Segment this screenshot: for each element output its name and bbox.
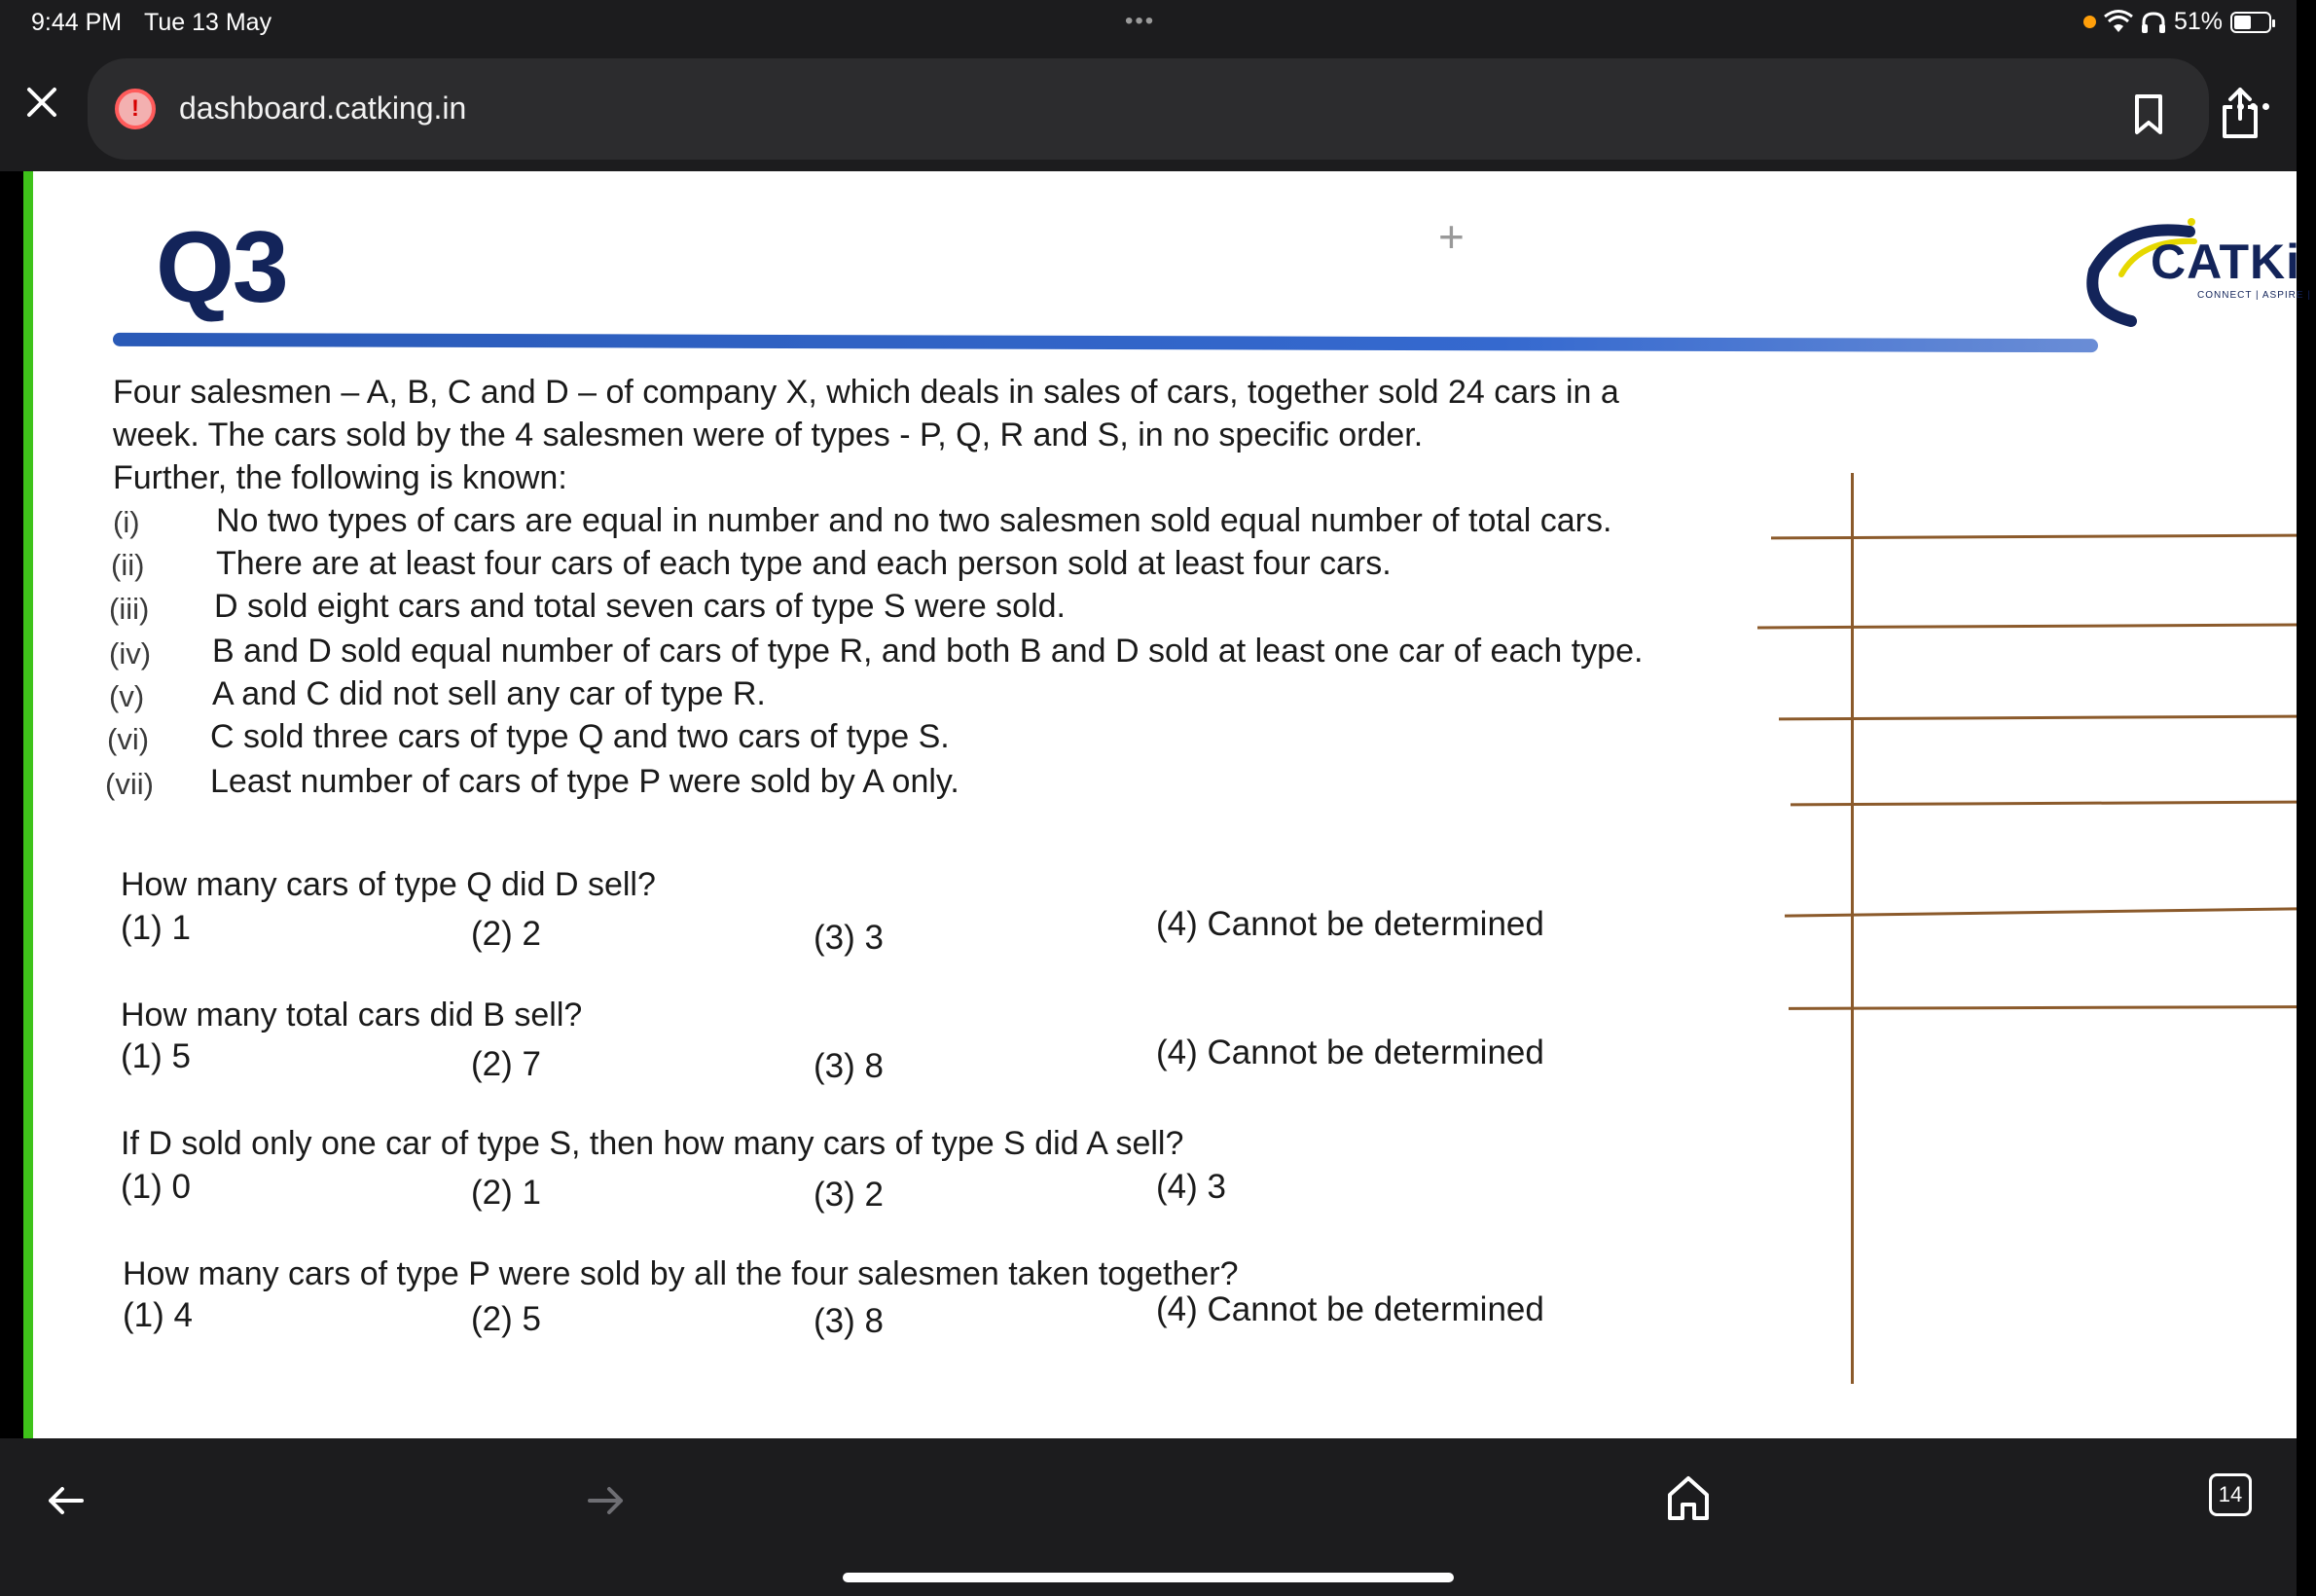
web-page-content (0, 171, 2311, 1438)
logo-text: CATKi (2151, 235, 2301, 289)
left-black-edge (0, 171, 23, 1438)
question-text: How many total cars did B sell? (121, 997, 583, 1034)
condition-text: A and C did not sell any car of type R. (212, 675, 766, 712)
close-icon (26, 87, 57, 118)
question-text: How many cars of type P were sold by all the four salesmen taken together? (123, 1255, 1239, 1292)
grid-horizontal-line (1789, 1005, 2297, 1010)
battery-percent: 51% (2173, 8, 2223, 35)
grid-horizontal-line (1771, 534, 2297, 540)
condition-text: No two types of cars are equal in number and no two salesmen sold equal number of total cars. (216, 502, 1612, 539)
browser-bottom-bar (0, 1438, 2297, 1596)
cursor-crosshair-icon: + (1438, 211, 1465, 262)
condition-number: (vii) (105, 767, 154, 801)
grid-horizontal-line (1785, 907, 2297, 917)
bookmark-icon (2133, 93, 2164, 136)
intro-line-1: Four salesmen – A, B, C and D – of company X, which deals in sales of cars, together sold 24 cars in a (113, 374, 1619, 411)
condition-number: (ii) (111, 548, 145, 582)
status-bar (0, 0, 2297, 51)
logo-tagline: CONNECT | ASPIRE | (2197, 290, 2311, 301)
condition-number: (iv) (109, 636, 152, 671)
browser-toolbar (0, 51, 2297, 171)
condition-text: D sold eight cars and total seven cars of type S were sold. (214, 588, 1067, 625)
answer-option[interactable]: (4) 3 (1156, 1168, 1226, 1206)
forward-arrow-icon (582, 1477, 629, 1524)
condition-text: C sold three cars of type Q and two cars of type S. (210, 718, 950, 755)
catking-logo (2082, 212, 2316, 339)
more-options-button[interactable] (2228, 91, 2277, 121)
multitask-dots[interactable]: ••• (1125, 8, 1156, 34)
answer-option[interactable]: (2) 2 (471, 915, 541, 953)
condition-number: (vi) (107, 722, 150, 756)
headphones-icon (2141, 11, 2166, 34)
answer-option[interactable]: (3) 8 (814, 1302, 884, 1340)
question-number: Q3 (156, 211, 287, 324)
warning-icon[interactable]: ! (115, 89, 156, 129)
grid-vertical-line (1851, 473, 1854, 1384)
answer-option[interactable]: (4) Cannot be determined (1156, 1034, 1544, 1071)
answer-option[interactable]: (1) 5 (121, 1037, 191, 1075)
question-text: If D sold only one car of type S, then how many cars of type S did A sell? (121, 1125, 1184, 1162)
home-indicator[interactable] (843, 1573, 1454, 1582)
status-indicators (2083, 8, 2271, 36)
home-button[interactable] (1666, 1473, 1711, 1522)
condition-text: B and D sold equal number of cars of type R, and both B and D sold at least one car of each type. (212, 633, 1644, 670)
grid-horizontal-line (1779, 715, 2297, 721)
status-time: 9:44 PM (31, 9, 123, 36)
more-icon (2237, 103, 2244, 110)
bookmark-button[interactable] (2133, 93, 2172, 140)
answer-option[interactable]: (2) 1 (471, 1174, 541, 1212)
condition-text: There are at least four cars of each type and each person sold at least four cars. (216, 545, 1392, 582)
back-button[interactable] (43, 1477, 90, 1524)
battery-icon (2230, 12, 2271, 33)
answer-option[interactable]: (1) 4 (123, 1296, 193, 1334)
intro-line-3: Further, the following is known: (113, 459, 567, 496)
condition-number: (v) (109, 679, 145, 713)
back-arrow-icon (43, 1477, 90, 1524)
tabs-button[interactable]: 14 (2209, 1473, 2252, 1516)
left-green-stripe (23, 171, 33, 1438)
grid-horizontal-line (1791, 801, 2297, 807)
intro-line-2: week. The cars sold by the 4 salesmen were of types - P, Q, R and S, in no specific order. (113, 417, 1424, 453)
condition-text: Least number of cars of type P were sold by A only. (210, 763, 959, 800)
condition-number: (iii) (109, 592, 150, 626)
answer-option[interactable]: (2) 7 (471, 1045, 541, 1083)
answer-option[interactable]: (4) Cannot be determined (1156, 1290, 1544, 1328)
condition-number: (i) (113, 505, 140, 539)
grid-horizontal-line (1757, 624, 2297, 630)
answer-option[interactable]: (2) 5 (471, 1300, 541, 1338)
answer-option[interactable]: (1) 0 (121, 1168, 191, 1206)
answer-option[interactable]: (1) 1 (121, 909, 191, 947)
mic-indicator-dot (2083, 16, 2096, 28)
close-button[interactable] (19, 80, 64, 125)
header-divider (113, 333, 2098, 352)
answer-option[interactable]: (3) 3 (814, 919, 884, 957)
address-bar[interactable] (88, 58, 2209, 160)
status-date: Tue 13 May (144, 9, 272, 36)
answer-option[interactable]: (4) Cannot be determined (1156, 905, 1544, 943)
home-icon (1666, 1473, 1711, 1522)
question-text: How many cars of type Q did D sell? (121, 866, 656, 903)
answer-option[interactable]: (3) 8 (814, 1047, 884, 1085)
url-text[interactable]: dashboard.catking.in (179, 91, 467, 126)
answer-option[interactable]: (3) 2 (814, 1176, 884, 1214)
wifi-icon (2104, 11, 2133, 34)
forward-button[interactable] (582, 1477, 629, 1524)
